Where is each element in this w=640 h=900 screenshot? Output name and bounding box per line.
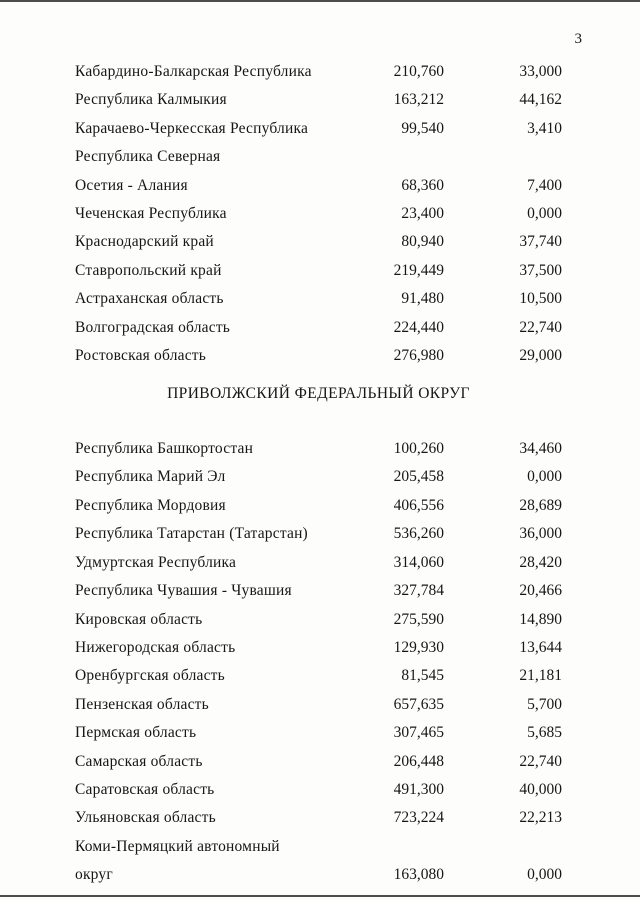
region-name: Осетия - Алания bbox=[75, 176, 188, 194]
region-name: Чеченская Республика bbox=[75, 205, 227, 223]
table-row bbox=[75, 634, 562, 662]
value-col1: 723,224 bbox=[393, 809, 444, 827]
table-row bbox=[75, 549, 562, 577]
table-row bbox=[75, 314, 562, 342]
region-name: Пензенская область bbox=[75, 695, 209, 713]
table-row bbox=[75, 342, 562, 370]
value-col1: 406,556 bbox=[393, 496, 444, 514]
region-name: Карачаево-Черкесская Республика bbox=[75, 119, 309, 137]
region-name: Республика Северная bbox=[75, 148, 221, 166]
page-number: 3 bbox=[574, 31, 582, 47]
region-name: Коми-Пермяцкий автономный bbox=[75, 837, 280, 855]
region-name: Ростовская область bbox=[75, 347, 207, 365]
table-row bbox=[75, 115, 562, 143]
value-col2: 13,644 bbox=[519, 638, 562, 656]
region-name: Республика Мордовия bbox=[75, 496, 226, 514]
table-row bbox=[75, 228, 562, 256]
table-row bbox=[75, 86, 562, 114]
value-col1: 91,480 bbox=[401, 290, 444, 308]
value-col1: 314,060 bbox=[393, 553, 444, 571]
region-name: Республика Татарстан (Татарстан) bbox=[75, 525, 308, 543]
table-row bbox=[75, 58, 562, 86]
value-col1: 206,448 bbox=[393, 752, 444, 770]
value-col2: 40,000 bbox=[519, 780, 562, 798]
value-col1: 219,449 bbox=[393, 261, 444, 279]
value-col1: 100,260 bbox=[393, 440, 444, 458]
value-col1: 129,930 bbox=[393, 638, 444, 656]
region-name: Республика Калмыкия bbox=[75, 91, 227, 109]
table-row bbox=[75, 691, 562, 719]
table-row bbox=[75, 520, 562, 548]
table-row bbox=[75, 172, 562, 200]
region-name: Удмуртская Республика bbox=[75, 553, 237, 571]
value-col1: 307,465 bbox=[393, 724, 444, 742]
value-col1: 224,440 bbox=[393, 318, 444, 336]
table-row bbox=[75, 861, 562, 889]
value-col1: 163,080 bbox=[393, 866, 444, 884]
value-col1: 68,360 bbox=[401, 176, 444, 194]
value-col2: 14,890 bbox=[519, 610, 562, 628]
value-col1: 491,300 bbox=[393, 780, 444, 798]
value-col1: 327,784 bbox=[393, 582, 444, 600]
value-col1: 657,635 bbox=[393, 695, 444, 713]
value-col1: 210,760 bbox=[393, 63, 444, 80]
region-name: Самарская область bbox=[75, 752, 203, 770]
value-col2: 22,213 bbox=[519, 809, 562, 827]
value-col2: 37,500 bbox=[519, 261, 562, 279]
value-col1: 99,540 bbox=[401, 119, 444, 137]
table-row bbox=[75, 257, 562, 285]
region-name: Республика Башкортостан bbox=[75, 440, 254, 458]
table-row bbox=[75, 719, 562, 747]
value-col2: 36,000 bbox=[519, 525, 562, 543]
region-name: Волгоградская область bbox=[75, 318, 231, 336]
value-col1: 163,212 bbox=[393, 91, 444, 109]
region-name: Республика Чувашия - Чувашия bbox=[75, 582, 292, 600]
table-row bbox=[75, 804, 562, 832]
value-col2: 33,000 bbox=[519, 63, 562, 80]
scan-edge-top bbox=[0, 0, 640, 2]
scan-edge-bottom bbox=[0, 895, 640, 897]
value-col2: 0,000 bbox=[527, 866, 562, 884]
table-row bbox=[75, 200, 562, 228]
value-col2: 44,162 bbox=[519, 91, 562, 109]
value-col2: 22,740 bbox=[519, 752, 562, 770]
region-name: округ bbox=[75, 866, 113, 884]
value-col2: 5,700 bbox=[527, 695, 562, 713]
value-col2: 29,000 bbox=[519, 347, 562, 365]
value-col2: 34,460 bbox=[519, 440, 562, 458]
value-col1: 536,260 bbox=[393, 525, 444, 543]
table-row bbox=[75, 833, 562, 861]
value-col2: 0,000 bbox=[527, 468, 562, 486]
value-col2: 3,410 bbox=[527, 119, 562, 137]
value-col2: 20,466 bbox=[519, 582, 562, 600]
table-row bbox=[75, 776, 562, 804]
table-row bbox=[75, 748, 562, 776]
region-name: Ульяновская область bbox=[75, 809, 216, 827]
value-col1: 81,545 bbox=[401, 667, 444, 685]
value-col2: 37,740 bbox=[519, 233, 562, 251]
section-heading: ПРИВОЛЖСКИЙ ФЕДЕРАЛЬНЫЙ ОКРУГ bbox=[167, 385, 470, 403]
value-col1: 276,980 bbox=[393, 347, 444, 365]
value-col2: 21,181 bbox=[519, 667, 562, 685]
value-col2: 10,500 bbox=[519, 290, 562, 308]
table-row bbox=[75, 285, 562, 313]
table-row bbox=[75, 606, 562, 634]
value-col2: 28,420 bbox=[519, 553, 562, 571]
region-name: Саратовская область bbox=[75, 780, 215, 798]
value-col2: 5,685 bbox=[527, 724, 562, 742]
table-content bbox=[75, 58, 562, 890]
value-col2: 7,400 bbox=[527, 176, 562, 194]
region-name: Пермская область bbox=[75, 724, 197, 742]
region-name: Кабардино-Балкарская Республика bbox=[75, 63, 312, 80]
value-col2: 22,740 bbox=[519, 318, 562, 336]
table-row bbox=[75, 463, 562, 491]
value-col2: 0,000 bbox=[527, 205, 562, 223]
table-row bbox=[75, 143, 562, 171]
region-name: Астраханская область bbox=[75, 290, 224, 308]
value-col2: 28,689 bbox=[519, 496, 562, 514]
value-col1: 205,458 bbox=[393, 468, 444, 486]
table-row bbox=[75, 492, 562, 520]
region-name: Ставропольский край bbox=[75, 261, 222, 279]
region-name: Кировская область bbox=[75, 610, 203, 628]
region-name: Оренбургская область bbox=[75, 667, 225, 685]
region-name: Нижегородская область bbox=[75, 638, 236, 656]
table-row bbox=[75, 662, 562, 690]
value-col1: 23,400 bbox=[401, 205, 444, 223]
value-col1: 80,940 bbox=[401, 233, 444, 251]
table-row bbox=[75, 577, 562, 605]
region-name: Республика Марий Эл bbox=[75, 468, 226, 486]
value-col1: 275,590 bbox=[393, 610, 444, 628]
region-name: Краснодарский край bbox=[75, 233, 214, 251]
table-row bbox=[75, 435, 562, 463]
